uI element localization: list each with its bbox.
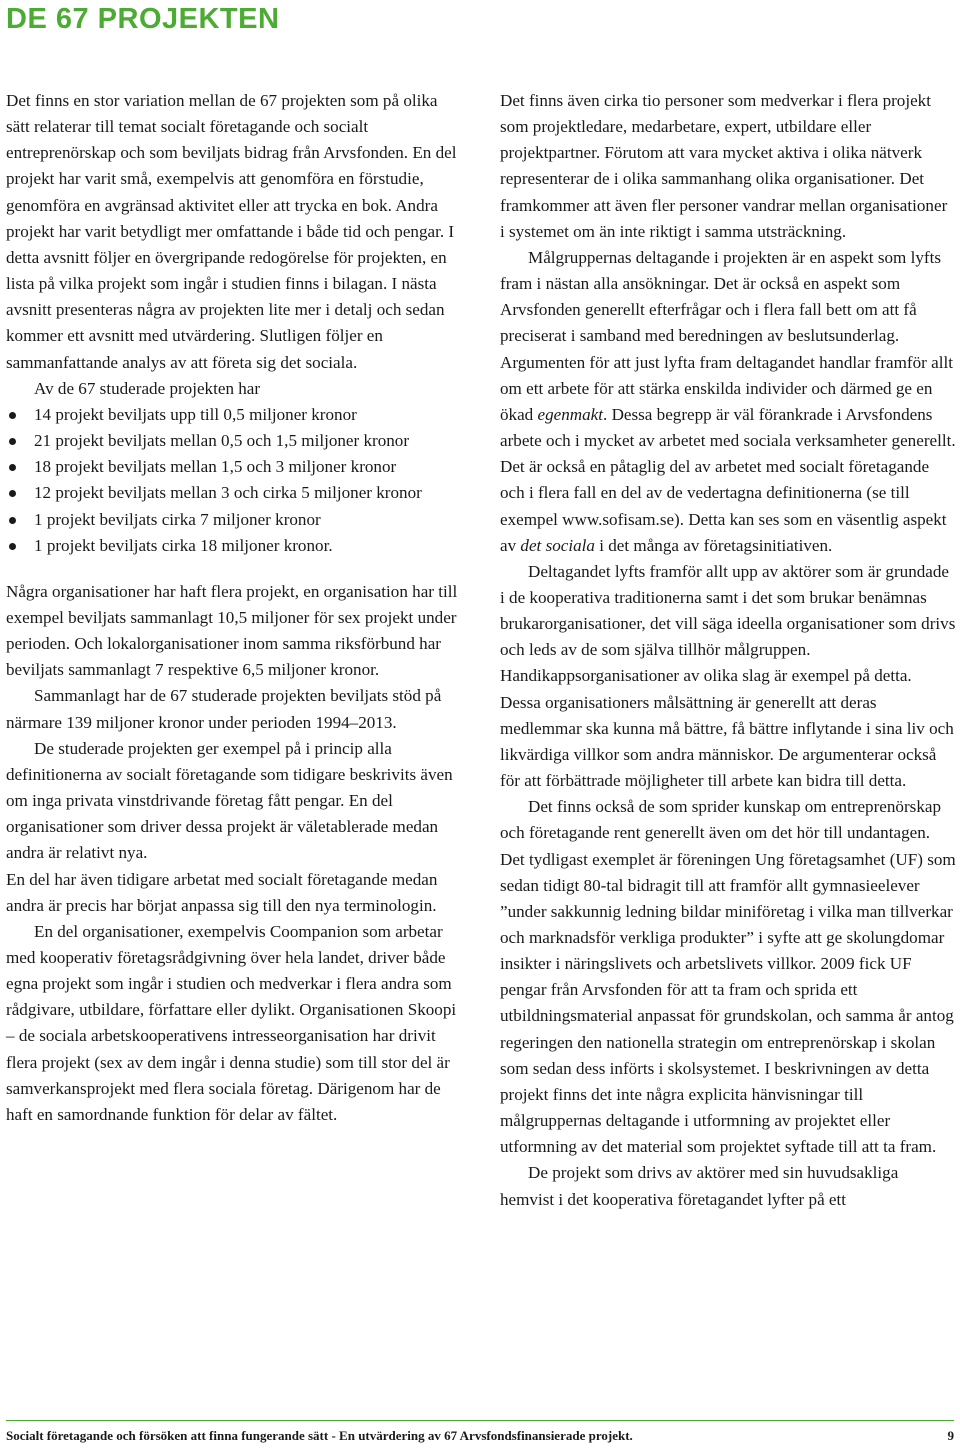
list-item: 14 projekt beviljats upp till 0,5 miljoner kronor [6, 402, 461, 428]
text-run: . Dessa begrepp är väl förankrade i Arvsfondens arbete och i mycket av arbetet med sociala verksamheter generellt. Det är också en påtaglig del av arbetet med socialt företagande och i flera fall en del av de vedertagna definitionerna (se till exempel www.sofisam.se). Detta kan ses som en väsentlig aspekt av [500, 404, 956, 555]
paragraph: De studerade projekten ger exempel på i princip alla definitionerna av socialt företagande som tidigare beskrivits även om inga privata vinstdrivande företag fått pengar. En del organisationer som driver dessa projekt är väletablerade medan andra är relativt nya. [6, 738, 453, 863]
footer-divider [6, 1420, 954, 1421]
page-number: 9 [947, 1428, 954, 1443]
bullet-list [6, 402, 461, 559]
right-column [500, 88, 956, 1213]
list-item: 18 projekt beviljats mellan 1,5 och 3 miljoner kronor [6, 454, 461, 480]
paragraph: Några organisationer har haft flera projekt, en organisation har till exempel beviljats sammanlagt 10,5 miljoner för sex projekt under perioden. Och lokalorganisationer inom samma riksförbund har beviljats sammanlagt 7 respektive 6,5 miljoner kronor. [6, 581, 458, 680]
emphasis-det-sociala: det sociala [520, 535, 595, 555]
text-run: Målgruppernas deltagande i projekten är en aspekt som lyfts fram i nästan alla ansökningar. Det är också en aspekt som Arvsfonden generellt efterfrågar och i flera fall bett om att få preciserat i samband med beredningen av beslutsunderlag. Argumenten för att just lyfta fram deltagandet handlar framför allt om ett arbete för att stärka enskilda individer och därmed ge en ökad [500, 247, 953, 424]
paragraph: Det finns även cirka tio personer som medverkar i flera projekt som projektledare, medarbetare, expert, utbildare eller projektpartner. Förutom att vara mycket aktiva i olika nätverk representerar de i olika sammanhang olika organisationer. Det framkommer att även fler personer vandrar mellan organisationer i systemet om än inte riktigt i samma utsträckning. [500, 91, 948, 241]
list-item: 12 projekt beviljats mellan 3 och cirka 5 miljoner kronor [6, 480, 461, 506]
paragraph: Det finns en stor variation mellan de 67 projekten som på olika sätt relaterar till temat socialt företagande och socialt entreprenörskap och som beviljats bidrag från Arvsfonden. En del projekt har varit små, exempelvis att genomföra en förstudie, genomföra en avgränsad aktivitet eller att trycka en bok. Andra projekt har varit betydligt mer omfattande i både tid och pengar. I detta avsnitt följer en övergripande redogörelse för projekten, en lista på vilka projekt som ingår i studien finns i bilagan. I nästa avsnitt presenteras några av projekten lite mer i detalj och sedan kommer ett avsnitt med utvärdering. Slutligen följer en sammanfattande analys av att företa sig det sociala. [6, 91, 457, 372]
list-item: 1 projekt beviljats cirka 18 miljoner kronor. [6, 533, 461, 559]
list-item: 21 projekt beviljats mellan 0,5 och 1,5 miljoner kronor [6, 428, 461, 454]
page-title: DE 67 PROJEKTEN [6, 3, 280, 35]
footer-text: Socialt företagande och försöken att finna fungerande sätt - En utvärdering av 67 Arvsfondsfinansierade projekt. [6, 1428, 633, 1443]
left-column [6, 88, 461, 1128]
paragraph: Sammanlagt har de 67 studerade projekten beviljats stöd på närmare 139 miljoner kronor under perioden 1994–2013. [6, 686, 442, 732]
footer [6, 1428, 954, 1444]
paragraph: Det finns också de som sprider kunskap om entreprenörskap och företagande rent generellt även om det hör till undantagen. Det tydligast exemplet är föreningen Ung företagsamhet (UF) som sedan tidigt 80-tal bidragit till att framför allt gymnasieelever ”under sakkunnig ledning bildar miniföretag i vilka man tillverkar och marknadsför verkliga produkter” i syfte att ge skolungdomar insikter i näringslivets och arbetslivets villkor. 2009 fick UF pengar från Arvsfonden för att ta fram och sprida ett utbildningsmaterial anpassat för grundskolan, och samma år antog regeringen den nationella strategin om entreprenörskap i skolan som sedan dess införts i skolsystemet. I beskrivningen av detta projekt finns det inte några explicita hänvisningar till målgruppernas deltagande i utformning av projektet eller utformning av det material som projektet syftade till att ta fram. [500, 797, 956, 1157]
emphasis-egenmakt: egenmakt [537, 404, 604, 424]
paragraph: En del organisationer, exempelvis Coompanion som arbetar med kooperativ företagsrådgivning över hela landet, driver både egna projekt som ingår i studien och medverkar i flera andra som rådgivare, utbildare, författare eller dylikt. Organisationen Skoopi – de sociala arbetskooperativens intresseorganisation har drivit flera projekt (sex av dem ingår i denna studie) som till stor del är samverkansprojekt med flera sociala företag. Därigenom har de haft en samordnande funktion för delar av fältet. [6, 921, 457, 1124]
text-run: i det många av företagsinitiativen. [594, 535, 833, 555]
paragraph [500, 245, 956, 559]
paragraph: De projekt som drivs av aktörer med sin huvudsakliga hemvist i det kooperativa företagandet lyfter på ett [500, 1163, 899, 1209]
paragraph: Deltagandet lyfts framför allt upp av aktörer som är grundade i de kooperativa traditionerna samt i det som brukar benämnas brukarorganisationer, det vill säga ideella organisationer som drivs och leds av de som själva tillhör målgruppen. Handikappsorganisationer av olika slag är exempel på detta. Dessa organisationers målsättning är generellt att deras medlemmar ska kunna må bättre, få bättre inflytande i sina liv och likvärdiga villkor som andra människor. De argumenterar också för att förbättrade möjligheter till arbete kan bidra till detta. [500, 561, 956, 791]
paragraph: Av de 67 studerade projekten har [34, 378, 261, 398]
paragraph: En del har även tidigare arbetat med socialt företagande medan andra är precis har börjat anpassa sig till den nya terminologin. [6, 869, 438, 915]
list-item: 1 projekt beviljats cirka 7 miljoner kronor [6, 507, 461, 533]
